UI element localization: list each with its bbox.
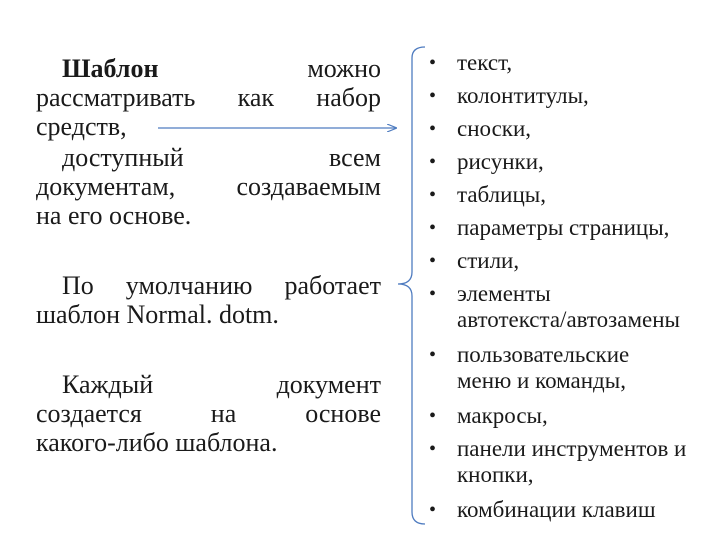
- list-item: • стили,: [429, 248, 520, 273]
- list-item: • рисунки,: [429, 149, 544, 174]
- paragraph-template-definition-cont: доступный всем документам, создаваемым на его основе.: [36, 143, 381, 230]
- bullet-icon: •: [429, 184, 437, 206]
- bullet-icon: •: [429, 52, 437, 74]
- text-line: документам, создаваемым: [36, 172, 381, 201]
- list-item: • сноски,: [429, 116, 532, 141]
- list-item: • пользовательские меню и команды,: [429, 342, 630, 393]
- text-line: рассматривать как набор: [36, 83, 381, 112]
- term-template: Шаблон: [62, 54, 159, 83]
- list-item: • таблицы,: [429, 182, 546, 207]
- paragraph-template-definition: Шаблон можно рассматривать как набор средств,: [36, 54, 381, 141]
- list-item: • макросы,: [429, 403, 548, 428]
- bullet-icon: •: [429, 118, 437, 140]
- paragraph-every-document: Каждый документ создается на основе какого-либо шаблона.: [36, 370, 381, 457]
- text-line: шаблон Normal. dotm.: [36, 300, 279, 329]
- list-item: • элементы автотекста/автозамены: [429, 281, 681, 332]
- bullet-icon: •: [429, 344, 437, 366]
- bullet-icon: •: [429, 151, 437, 173]
- list-item: • колонтитулы,: [429, 83, 589, 108]
- bullet-icon: •: [429, 405, 437, 427]
- bullet-icon: •: [429, 85, 437, 107]
- text-line: средств,: [36, 112, 127, 141]
- text-line: создается на основе: [36, 399, 381, 428]
- bullet-icon: •: [429, 250, 437, 272]
- bullet-icon: •: [429, 499, 437, 521]
- right-column: [425, 50, 720, 523]
- template-contents-list: [425, 50, 720, 523]
- list-item: • комбинации клавиш: [429, 497, 656, 522]
- paragraph-default-template: По умолчанию работает шаблон Normal. dotm.: [36, 271, 381, 329]
- text-line: на его основе.: [36, 201, 192, 230]
- text-line: какого-либо шаблона.: [36, 428, 278, 457]
- brace-icon: [398, 47, 425, 524]
- list-item: • текст,: [429, 50, 513, 75]
- bullet-icon: •: [429, 438, 437, 460]
- bullet-icon: •: [429, 283, 437, 305]
- list-item: • панели инструментов и кнопки,: [429, 436, 687, 487]
- bullet-icon: •: [429, 217, 437, 239]
- list-item: • параметры страницы,: [429, 215, 670, 240]
